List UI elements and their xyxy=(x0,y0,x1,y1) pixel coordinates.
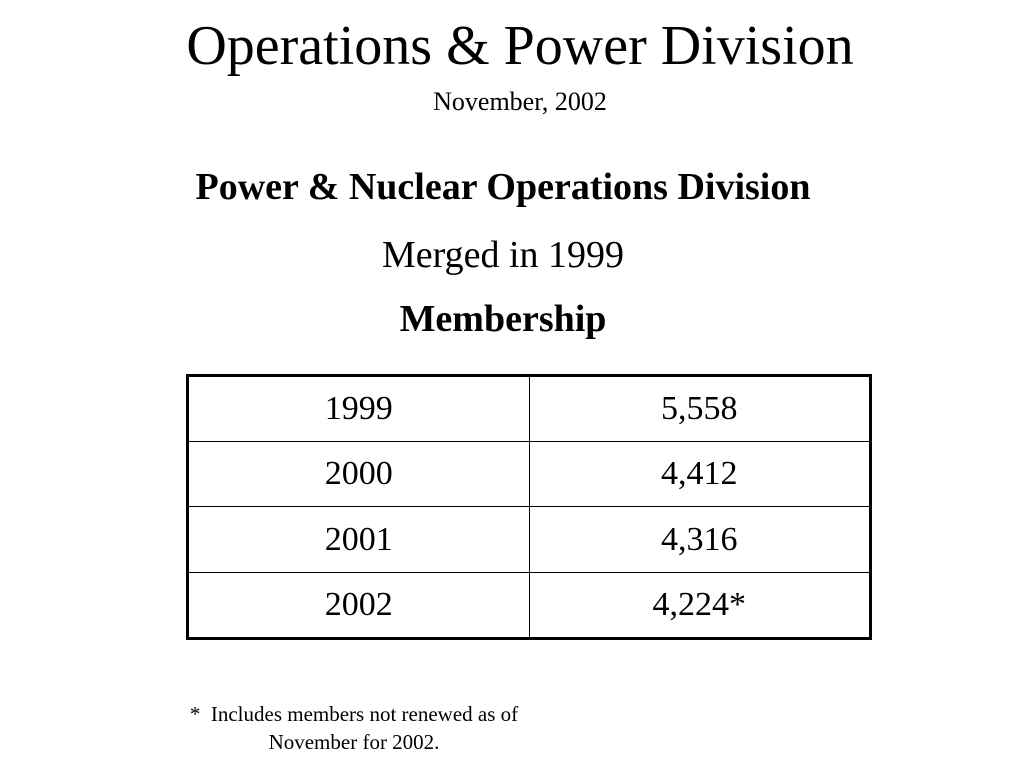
table-row xyxy=(188,376,871,442)
division-name: Power & Nuclear Operations Division xyxy=(195,166,811,208)
membership-heading: Membership xyxy=(399,298,607,340)
members-cell: 4,224* xyxy=(529,572,871,638)
table-row xyxy=(188,572,871,638)
table-row xyxy=(188,507,871,572)
year-cell: 2001 xyxy=(188,507,530,572)
membership-table xyxy=(186,374,872,640)
footnote xyxy=(150,700,558,756)
slide-date: November, 2002 xyxy=(433,87,607,116)
year-cell: 1999 xyxy=(188,376,530,442)
footnote-line-2: November for 2002. xyxy=(268,730,440,754)
footnote-line-1: * Includes members not renewed as of xyxy=(189,702,519,726)
members-cell: 5,558 xyxy=(529,376,871,442)
merged-line: Merged in 1999 xyxy=(381,234,625,276)
table-row xyxy=(188,442,871,507)
year-cell: 2002 xyxy=(188,572,530,638)
year-cell: 2000 xyxy=(188,442,530,507)
slide-title: Operations & Power Division xyxy=(186,15,854,77)
members-cell: 4,316 xyxy=(529,507,871,572)
members-cell: 4,412 xyxy=(529,442,871,507)
